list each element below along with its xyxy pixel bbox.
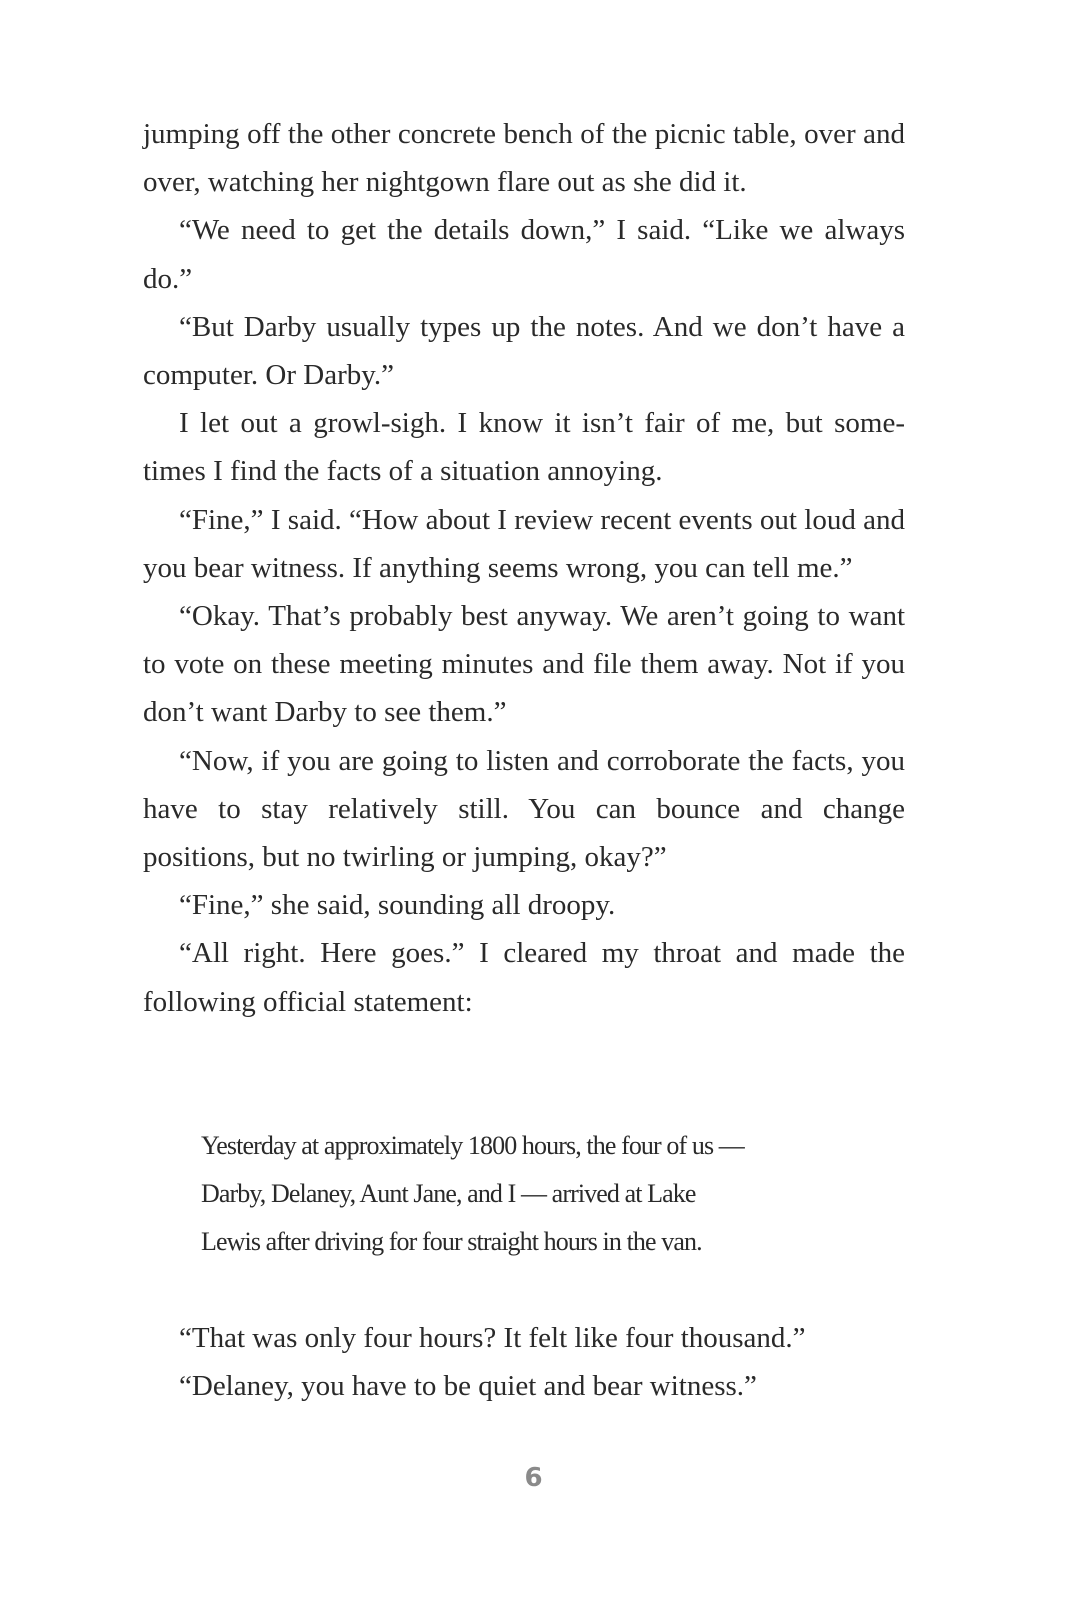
paragraph: “Now, if you are going to listen and corroborate the facts, you have to stay relatively still. You can bounce and change positions, but no twirling or jumping, okay?” xyxy=(143,744,905,874)
paragraph: “That was only four hours? It felt like four thousand.” xyxy=(179,1322,806,1354)
body-text-bottom xyxy=(143,1314,905,1410)
paragraph: “Fine,” I said. “How about I review recent events out loud and you bear witness. If anything seems wrong, you can tell me.” xyxy=(143,503,905,584)
paragraph: “But Darby usually types up the notes. And we don’t have a computer. Or Darby.” xyxy=(143,310,905,392)
paragraph: “Okay. That’s probably best anyway. We aren’t going to want to vote on these meeting minutes and file them away. Not if you don’t want Darby to see them.” xyxy=(143,600,905,729)
statement-line: Lewis after driving for four straight hours in the van. xyxy=(201,1227,702,1257)
page-number: 6 xyxy=(524,1463,543,1493)
paragraph: “Fine,” she said, sounding all droopy. xyxy=(179,889,616,922)
paragraph: “All right. Here goes.” I cleared my throat and made the following official statement: xyxy=(143,937,905,1018)
paragraph: I let out a growl-sigh. I know it isn’t fair of me, but some-times I find the facts of a situation annoying. xyxy=(143,407,905,488)
statement-line: Darby, Delaney, Aunt Jane, and I — arrived at Lake xyxy=(201,1179,696,1209)
body-text-top xyxy=(143,110,905,1026)
paragraph: “We need to get the details down,” I said. “Like we always do.” xyxy=(143,214,905,295)
statement-line: Yesterday at approximately 1800 hours, the four of us — xyxy=(201,1131,744,1160)
paragraph: jumping off the other concrete bench of the picnic table, over and over, watching her nightgown flare out as she did it. xyxy=(143,118,905,199)
official-statement xyxy=(201,1122,861,1267)
paragraph: “Delaney, you have to be quiet and bear witness.” xyxy=(179,1370,757,1403)
